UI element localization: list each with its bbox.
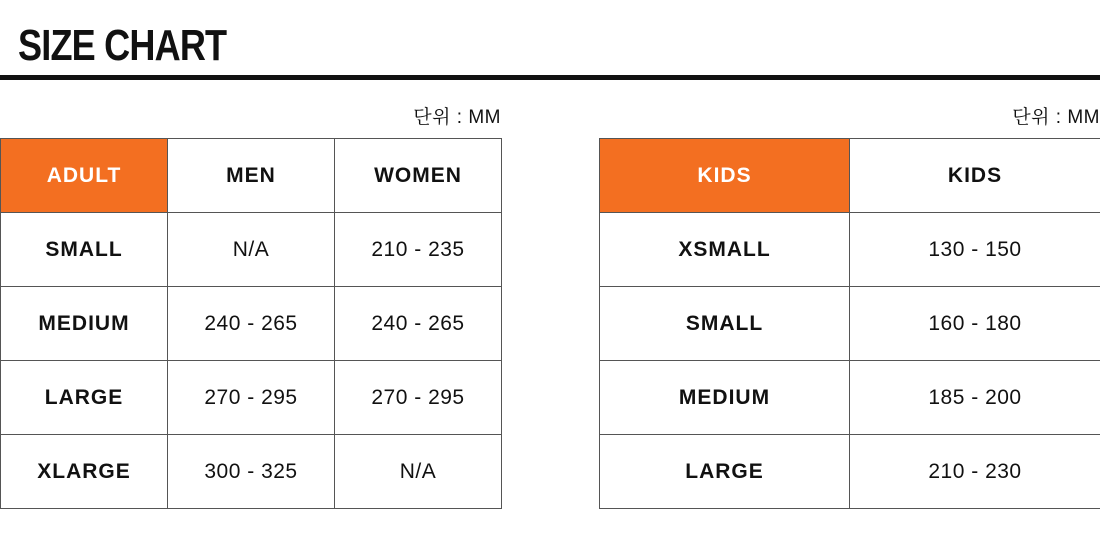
- table-row: [1, 435, 502, 509]
- cell-kids-xsmall: 130 - 150: [850, 213, 1100, 287]
- column-header-adult: ADULT: [1, 139, 168, 213]
- title-divider: [0, 75, 1100, 80]
- cell-women-xlarge: N/A: [335, 435, 502, 509]
- row-label-large: LARGE: [1, 361, 168, 435]
- column-header-kids-label: KIDS: [600, 139, 850, 213]
- cell-women-large: 270 - 295: [335, 361, 502, 435]
- table-row: [600, 435, 1100, 509]
- table-row: [1, 213, 502, 287]
- cell-men-xlarge: 300 - 325: [168, 435, 335, 509]
- column-header-kids-value: KIDS: [850, 139, 1100, 213]
- row-label-xsmall: XSMALL: [600, 213, 850, 287]
- page-header: [0, 22, 1100, 78]
- table-row: [1, 287, 502, 361]
- row-label-medium: MEDIUM: [1, 287, 168, 361]
- kids-size-table: [599, 138, 1100, 509]
- row-label-kids-small: SMALL: [600, 287, 850, 361]
- table-row: [600, 213, 1100, 287]
- cell-men-medium: 240 - 265: [168, 287, 335, 361]
- cell-men-small: N/A: [168, 213, 335, 287]
- page-title: SIZE CHART: [18, 21, 227, 70]
- row-label-xlarge: XLARGE: [1, 435, 168, 509]
- cell-men-large: 270 - 295: [168, 361, 335, 435]
- cell-kids-medium: 185 - 200: [850, 361, 1100, 435]
- unit-label-adult: 단위 : MM: [413, 107, 501, 128]
- cell-kids-large: 210 - 230: [850, 435, 1100, 509]
- table-row: [1, 361, 502, 435]
- row-label-small: SMALL: [1, 213, 168, 287]
- row-label-kids-large: LARGE: [600, 435, 850, 509]
- table-row: [600, 287, 1100, 361]
- table-header-row: [1, 139, 502, 213]
- cell-women-medium: 240 - 265: [335, 287, 502, 361]
- adult-size-table: [0, 138, 502, 509]
- cell-kids-small: 160 - 180: [850, 287, 1100, 361]
- table-row: [600, 361, 1100, 435]
- unit-label-kids: 단위 : MM: [1012, 107, 1100, 128]
- table-header-row: [600, 139, 1100, 213]
- column-header-men: MEN: [168, 139, 335, 213]
- column-header-women: WOMEN: [335, 139, 502, 213]
- row-label-kids-medium: MEDIUM: [600, 361, 850, 435]
- cell-women-small: 210 - 235: [335, 213, 502, 287]
